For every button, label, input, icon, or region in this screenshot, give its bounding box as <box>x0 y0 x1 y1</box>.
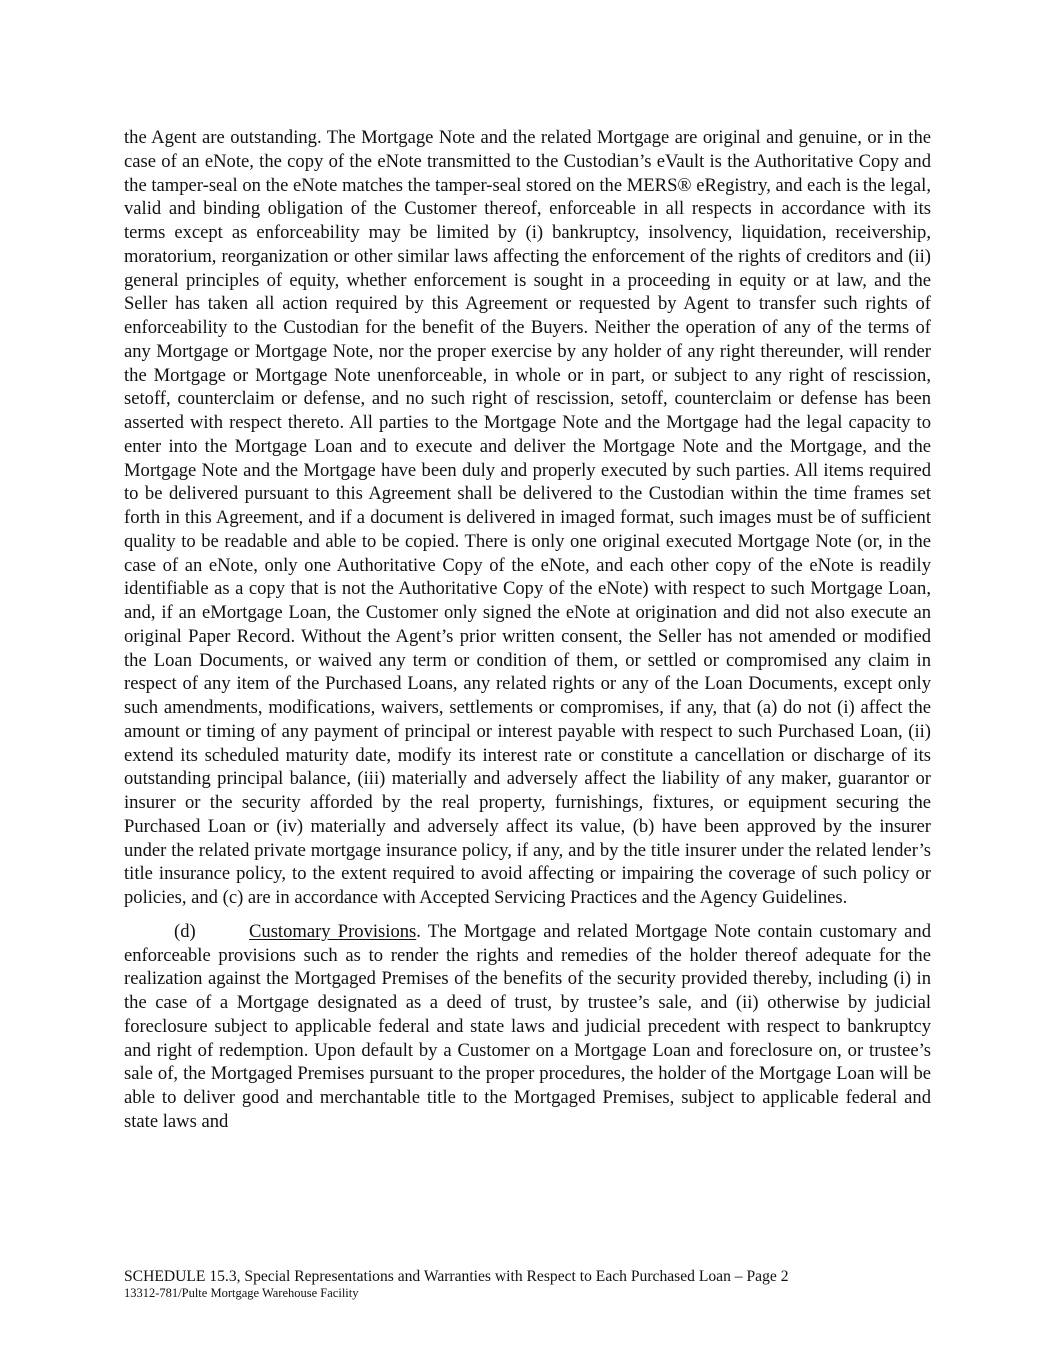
paragraph-d <box>124 920 931 1134</box>
section-d-label: (d) <box>174 920 196 942</box>
document-page <box>124 126 931 1134</box>
footer-doc-id: 13312-781/Pulte Mortgage Warehouse Facility <box>124 1286 359 1300</box>
section-d-heading: Customary Provisions <box>249 920 417 942</box>
section-d-text: The Mortgage and related Mortgage Note contain customary and enforceable provisions such as to render the rights and remedies of the holder thereof adequate for the realization against the Mortgaged Premises of the benefits of the security provided thereby, including (i) in the case of a Mortgage designated as a deed of trust, by trustee’s sale, and (ii) otherwise by judicial foreclosure subject to applicable federal and state laws and judicial precedent with respect to bankruptcy and right of redemption. Upon default by a Customer on a Mortgage Loan and foreclosure on, or trustee’s sale of, the Mortgaged Premises pursuant to the proper procedures, the holder of the Mortgage Loan will be able to deliver good and merchantable title to the Mortgaged Premises, subject to applicable federal and state laws and <box>124 920 932 1132</box>
page-footer <box>124 1267 931 1301</box>
footer-schedule-line: SCHEDULE 15.3, Special Representations and Warranties with Respect to Each Purchased Loan – Page 2 <box>124 1268 789 1285</box>
paragraph-c-continued: the Agent are outstanding. The Mortgage Note and the related Mortgage are original and genuine, or in the case of an eNote, the copy of the eNote transmitted to the Custodian’s eVault is the Authoritative Copy and the tamper-seal on the eNote matches the tamper-seal stored on the MERS® eRegistry, and each is the legal, valid and binding obligation of the Customer thereof, enforceable in all respects in accordance with its terms except as enforceability may be limited by (i) bankruptcy, insolvency, liquidation, receivership, moratorium, reorganization or other similar laws affecting the enforcement of the rights of creditors and (ii) general principles of equity, whether enforcement is sought in a proceeding in equity or at law, and the Seller has taken all action required by this Agreement or requested by Agent to transfer such rights of enforceability to the Custodian for the benefit of the Buyers. Neither the operation of any of the terms of any Mortgage or Mortgage Note, nor the proper exercise by any holder of any right thereunder, will render the Mortgage or Mortgage Note unenforceable, in whole or in part, or subject to any right of rescission, setoff, counterclaim or defense, and no such right of rescission, setoff, counterclaim or defense has been asserted with respect thereto. All parties to the Mortgage Note and the Mortgage had the legal capacity to enter into the Mortgage Loan and to execute and deliver the Mortgage Note and the Mortgage, and the Mortgage Note and the Mortgage have been duly and properly executed by such parties. All items required to be delivered pursuant to this Agreement shall be delivered to the Custodian within the time frames set forth in this Agreement, and if a document is delivered in imaged format, such images must be of sufficient quality to be readable and able to be copied. There is only one original executed Mortgage Note (or, in the case of an eNote, only one Authoritative Copy of the eNote, and each other copy of the eNote is readily identifiable as a copy that is not the Authoritative Copy of the eNote) with respect to such Mortgage Loan, and, if an eMortgage Loan, the Customer only signed the eNote at origination and did not also execute an original Paper Record. Without the Agent’s prior written consent, the Seller has not amended or modified the Loan Documents, or waived any term or condition of them, or settled or compromised any claim in respect of any item of the Purchased Loans, any related rights or any of the Loan Documents, except only such amendments, modifications, waivers, settlements or compromises, if any, that (a) do not (i) affect the amount or timing of any payment of principal or interest payable with respect to such Purchased Loan, (ii) extend its scheduled maturity date, modify its interest rate or constitute a cancellation or discharge of its outstanding principal balance, (iii) materially and adversely affect the liability of any maker, guarantor or insurer or the security afforded by the real property, furnishings, fixtures, or equipment securing the Purchased Loan or (iv) materially and adversely affect its value, (b) have been approved by the insurer under the related private mortgage insurance policy, if any, and by the title insurer under the related lender’s title insurance policy, to the extent required to avoid affecting or impairing the coverage of such policy or policies, and (c) are in accordance with Accepted Servicing Practices and the Agency Guidelines. <box>124 127 931 908</box>
section-d-heading-punct: . <box>416 920 421 942</box>
